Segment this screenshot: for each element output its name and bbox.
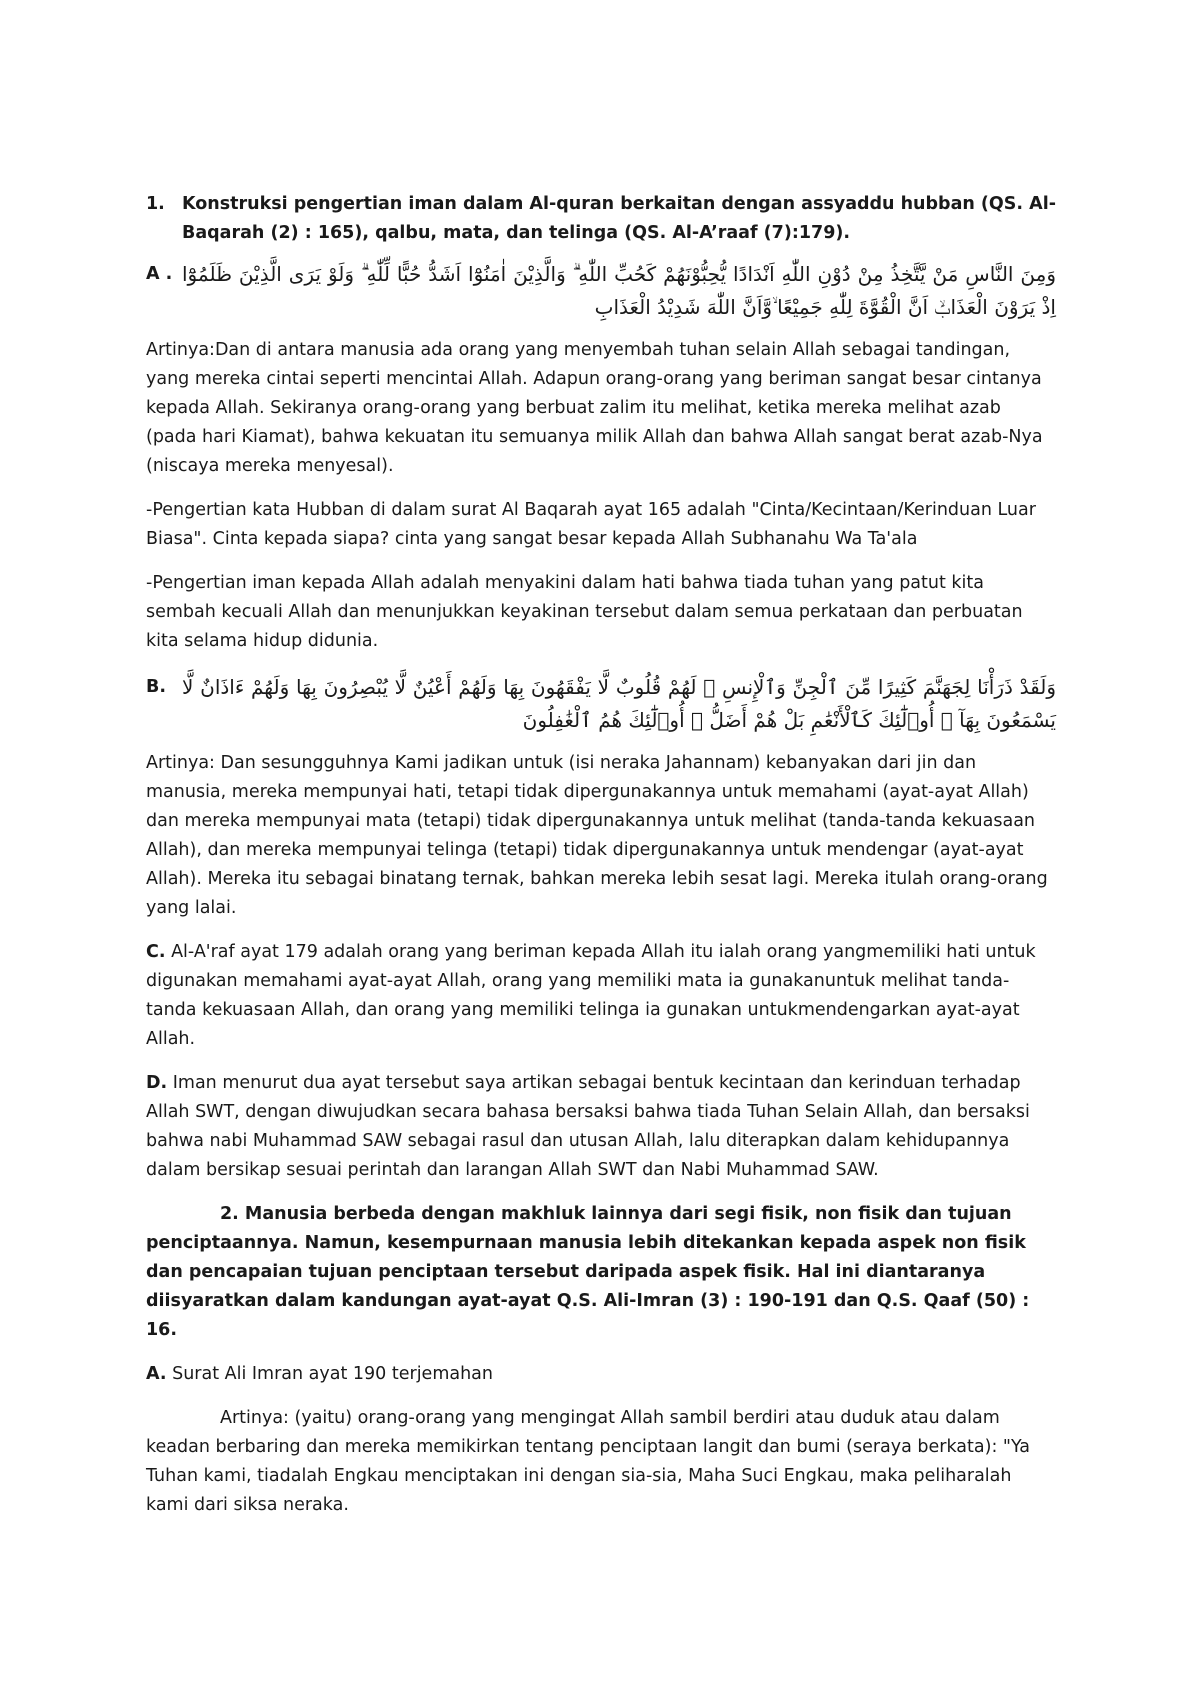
section-c-text: Al-A'raf ayat 179 adalah orang yang beriman kepada Allah itu ialah orang yangmemiliki hati untuk digunakan memahami ayat-ayat Allah, orang yang memiliki mata ia gunakanuntuk melihat tanda-tanda kekuasaan Allah, dan orang yang memiliki telinga ia gunakan untukmendengarkan ayat-ayat Allah. xyxy=(146,942,1036,1049)
section-b-translation: Artinya: Dan sesungguhnya Kami jadikan untuk (isi neraka Jahannam) kebanyakan dari jin dan manusia, mereka mempunyai hati, tetapi tidak dipergunakannya untuk memahami (ayat-ayat Allah) dan mereka mempunyai mata (tetapi) tidak dipergunakannya untuk melihat (tanda-tanda kekuasaan Allah), dan mereka mempunyai telinga (tetapi) tidak dipergunakannya untuk mendengar (ayat-ayat Allah). Mereka itu sebagai binatang ternak, bahkan mereka lebih sesat lagi. Mereka itulah orang-orang yang lalai. xyxy=(146,753,1048,918)
document-page xyxy=(146,190,1056,1535)
section-c-paragraph xyxy=(146,938,1056,1054)
hubban-definition: -Pengertian kata Hubban di dalam surat Al Baqarah ayat 165 adalah "Cinta/Kecintaan/Kerinduan Luar Biasa". Cinta kepada siapa? cinta yang sangat besar kepada Allah Subhanahu Wa Ta'ala xyxy=(146,500,1036,549)
section-d-paragraph xyxy=(146,1069,1056,1185)
section-c-label: C. xyxy=(146,942,166,962)
section-b-label: B. xyxy=(146,677,166,697)
q2-section-a-translation: Artinya: (yaitu) orang-orang yang mengingat Allah sambil berdiri atau duduk atau dalam keadan berbaring dan mereka memikirkan tentang penciptaan langit dan bumi (seraya berkata): "Ya Tuhan kami, tiadalah Engkau menciptakan ini dengan sia-sia, Maha Suci Engkau, maka peliharalah kami dari siksa neraka. xyxy=(146,1408,1030,1515)
question-2-heading: 2. Manusia berbeda dengan makhluk lainnya dari segi fisik, non fisik dan tujuan penciptaannya. Namun, kesempurnaan manusia lebih ditekankan kepada aspek non fisik dan pencapaian tujuan penciptaan tersebut daripada aspek fisik. Hal ini diantaranya diisyaratkan dalam kandungan ayat-ayat Q.S. Ali-Imran (3) : 190-191 dan Q.S. Qaaf (50) : 16. xyxy=(146,1204,1030,1340)
section-a-translation: Artinya:Dan di antara manusia ada orang yang menyembah tuhan selain Allah sebagai tandingan, yang mereka cintai seperti mencintai Allah. Adapun orang-orang yang beriman sangat besar cintanya kepada Allah. Sekiranya orang-orang yang berbuat zalim itu melihat, ketika mereka melihat azab (pada hari Kiamat), bahwa kekuatan itu semuanya milik Allah dan bahwa Allah sangat berat azab-Nya (niscaya mereka menyesal). xyxy=(146,340,1043,476)
section-d-label: D. xyxy=(146,1073,168,1093)
section-b-arabic: وَلَقَدْ ذَرَأْنَا لِجَهَنَّمَ كَثِيرًا مِّنَ ٱلْجِنِّ وَٱلْإِنسِ ۖ لَهُمْ قُلُوبٌ لَّا يَفْقَهُونَ بِهَا وَلَهُمْ أَعْيُنٌ لَّا يُبْصِرُونَ بِهَا وَلَهُمْ ءَاذَانٌ لَّا يَسْمَعُونَ بِهَآ ۚ أُو۟لَٰٓئِكَ كَٱلْأَنْعَٰمِ بَلْ هُمْ أَضَلُّ ۚ أُو۟لَٰٓئِكَ هُمُ ٱلْغَٰفِلُونَ xyxy=(182,675,1056,732)
section-d-text: Iman menurut dua ayat tersebut saya artikan sebagai bentuk kecintaan dan kerinduan terhadap Allah SWT, dengan diwujudkan secara bahasa bersaksi bahwa tiada Tuhan Selain Allah, dan bersaksi bahwa nabi Muhammad SAW sebagai rasul dan utusan Allah, lalu diterapkan dalam kehidupannya dalam bersikap sesuai perintah dan larangan Allah SWT dan Nabi Muhammad SAW. xyxy=(146,1073,1030,1180)
question-1-text: Konstruksi pengertian iman dalam Al-quran berkaitan dengan assyaddu hubban (QS. Al-Baqarah (2) : 165), qalbu, mata, dan telinga (QS. Al-A’raaf (7):179). xyxy=(182,194,1056,243)
section-b-verse xyxy=(146,671,1056,737)
q2-section-a-title xyxy=(146,1360,1056,1389)
question-1-number: 1. xyxy=(146,194,165,214)
section-a-label: A . xyxy=(146,264,173,284)
q2-section-a-label: A. xyxy=(146,1364,167,1384)
section-a-arabic: وَمِنَ النَّاسِ مَنْ يَّتَّخِذُ مِنْ دُوْنِ اللّٰهِ اَنْدَادًا يُّحِبُّوْنَهُمْ كَحُبِّ اللّٰهِ ۗ وَالَّذِيْنَ اٰمَنُوْٓا اَشَدُّ حُبًّا لِّلّٰهِ ۗ وَلَوْ يَرَى الَّذِيْنَ ظَلَمُوْٓا اِذْ يَرَوْنَ الْعَذَابَۙ اَنَّ الْقُوَّةَ لِلّٰهِ جَمِيْعًا ۙوَّاَنَّ اللّٰهَ شَدِيْدُ الْعَذَابِ xyxy=(182,262,1056,319)
question-1-heading xyxy=(110,190,1056,248)
q2-section-a-text: Surat Ali Imran ayat 190 terjemahan xyxy=(166,1364,493,1384)
iman-definition: -Pengertian iman kepada Allah adalah menyakini dalam hati bahwa tiada tuhan yang patut kita sembah kecuali Allah dan menunjukkan keyakinan tersebut dalam semua perkataan dan perbuatan kita selama hidup didunia. xyxy=(146,573,1023,651)
section-a-verse xyxy=(146,258,1056,324)
